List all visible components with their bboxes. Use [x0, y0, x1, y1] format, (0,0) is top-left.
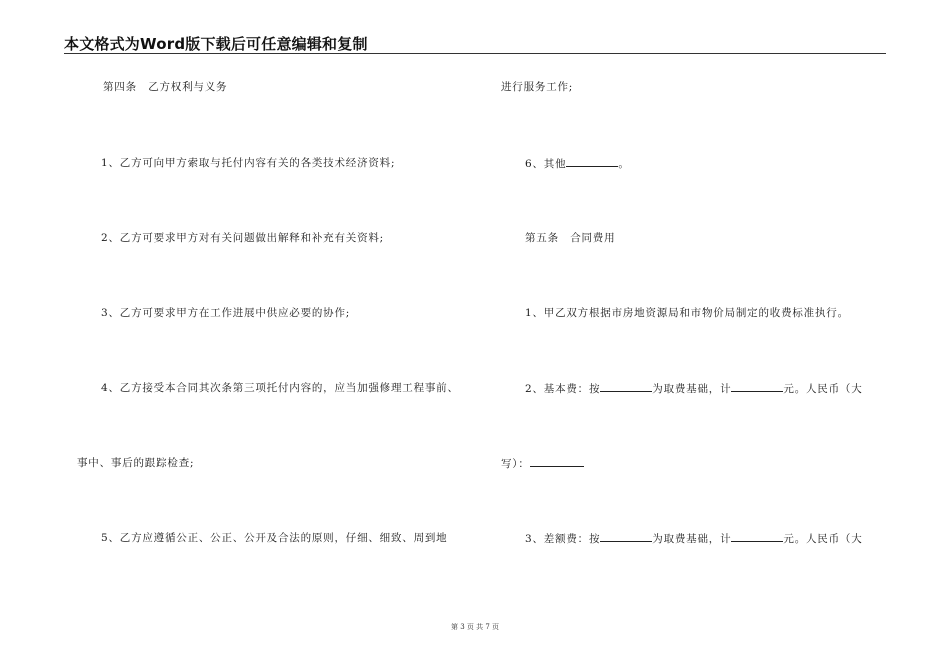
paragraph-left-3: 3、乙方可要求甲方在工作进展中供应必要的协作;: [101, 307, 351, 319]
paragraph-right-1: 1、甲乙双方根据市房地资源局和市物价局制定的收费标准执行。: [525, 307, 849, 319]
paragraph-left-1: 1、乙方可向甲方索取与托付内容有关的各类技术经济资料;: [101, 157, 396, 169]
paragraph-right-2-continued: [501, 455, 584, 471]
other-blank: [566, 155, 618, 167]
difference-fee-basis-blank: [600, 530, 652, 542]
paragraph-right-other: [525, 155, 630, 171]
article-4-heading: 第四条 乙方权利与义务: [103, 81, 228, 93]
difference-fee-rmb-text: 元。人民币（大: [783, 533, 863, 545]
article-5-heading: 第五条 合同费用: [525, 232, 616, 244]
paragraph-right-2: [525, 380, 863, 396]
basic-fee-rmb-text: 元。人民币（大: [783, 383, 863, 395]
other-period: 。: [618, 158, 630, 170]
basic-fee-label: 2、基本费：按: [525, 383, 601, 395]
document-header-title: 本文格式为Word版下载后可任意编辑和复制: [64, 35, 368, 53]
uppercase-amount-blank: [530, 455, 584, 467]
paragraph-left-2: 2、乙方可要求甲方对有关问题做出解释和补充有关资料;: [101, 232, 385, 244]
page-number: 第 3 页 共 7 页: [450, 623, 500, 631]
header-divider: [64, 53, 886, 54]
basic-fee-amount-blank: [731, 380, 783, 392]
basic-fee-basis-blank: [600, 380, 652, 392]
basic-fee-basis-text: 为取费基础，计: [652, 383, 732, 395]
paragraph-left-4: 4、乙方接受本合同其次条第三项托付内容的，应当加强修理工程事前、: [101, 382, 459, 394]
uppercase-amount-label: 写）：: [501, 458, 530, 470]
difference-fee-basis-text: 为取费基础，计: [652, 533, 732, 545]
paragraph-left-4-continued: 事中、事后的跟踪检查;: [77, 457, 195, 469]
other-label: 6、其他: [525, 158, 567, 170]
difference-fee-amount-blank: [731, 530, 783, 542]
paragraph-left-5: 5、乙方应遵循公正、公正、公开及合法的原则，仔细、细致、周到地: [101, 532, 448, 544]
paragraph-right-continued: 进行服务工作;: [501, 81, 574, 93]
paragraph-right-3: [525, 530, 863, 546]
difference-fee-label: 3、差额费：按: [525, 533, 601, 545]
